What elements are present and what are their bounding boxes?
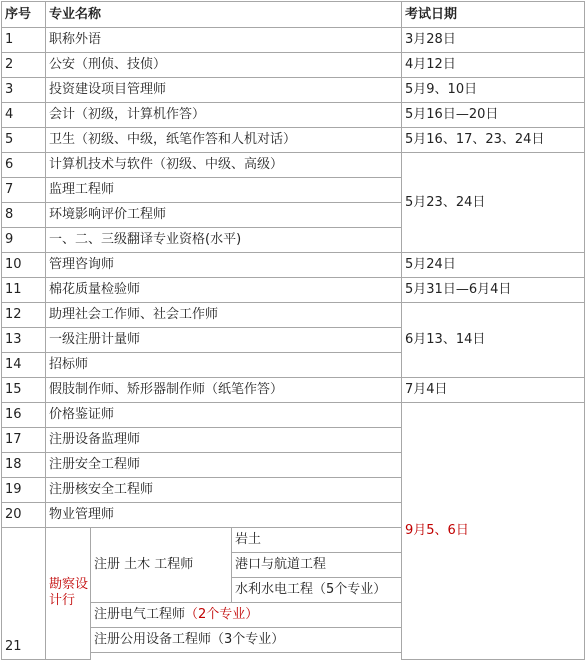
civil-engineer-label: 注册 土木 工程师 (91, 528, 232, 603)
subject-name: 职称外语 (46, 28, 402, 53)
subject-name: 环境影响评价工程师 (46, 203, 402, 228)
table-row (2, 53, 585, 78)
civil-subject: 岩土 (232, 528, 402, 553)
row-number: 16 (2, 403, 46, 428)
electrical-label: 注册电气工程师 (94, 607, 186, 622)
subject-name: 公安（刑侦、技侦） (46, 53, 402, 78)
row-number: 19 (2, 478, 46, 503)
header-no: 序号 (2, 2, 46, 28)
exam-date: 5月31日—6月4日 (402, 278, 585, 303)
row-number: 12 (2, 303, 46, 328)
row-number: 14 (2, 353, 46, 378)
header-date: 考试日期 (402, 2, 585, 28)
table-row (2, 403, 585, 428)
exam-date: 3月28日 (402, 28, 585, 53)
subject-name: 注册核安全工程师 (46, 478, 402, 503)
exam-date-group: 6月13、14日 (402, 303, 585, 378)
table-row (2, 278, 585, 303)
row-number: 7 (2, 178, 46, 203)
row-number: 9 (2, 228, 46, 253)
table-row (2, 128, 585, 153)
exam-date: 5月24日 (402, 253, 585, 278)
table-row (2, 253, 585, 278)
subject-name: 注册设备监理师 (46, 428, 402, 453)
exam-date-group: 9月5、6日 (402, 403, 585, 660)
row-number: 15 (2, 378, 46, 403)
table-row (2, 78, 585, 103)
subject-name: 卫生（初级、中级，纸笔作答和人机对话） (46, 128, 402, 153)
exam-date: 5月9、10日 (402, 78, 585, 103)
subject-name: 物业管理师 (46, 503, 402, 528)
row-number: 8 (2, 203, 46, 228)
subject-name: 招标师 (46, 353, 402, 378)
exam-date: 5月16日—20日 (402, 103, 585, 128)
category-text: 勘察设计行 (49, 577, 89, 609)
row-number: 20 (2, 503, 46, 528)
table-row (2, 28, 585, 53)
table-row (2, 103, 585, 128)
subject-name: 助理社会工作师、社会工作师 (46, 303, 402, 328)
header-row (2, 2, 585, 28)
table-row (2, 378, 585, 403)
electrical-engineer (91, 603, 402, 628)
subject-name: 计算机技术与软件（初级、中级、高级） (46, 153, 402, 178)
row-number: 2 (2, 53, 46, 78)
subject-name: 会计（初级，计算机作答） (46, 103, 402, 128)
subject-name: 一级注册计量师 (46, 328, 402, 353)
subject-name: 价格鉴证师 (46, 403, 402, 428)
electrical-note: （2个专业） (185, 607, 259, 622)
header-name: 专业名称 (46, 2, 402, 28)
row-number: 5 (2, 128, 46, 153)
utilities-engineer: 注册公用设备工程师（3个专业） (91, 628, 402, 653)
row-number: 10 (2, 253, 46, 278)
exam-date-group: 5月23、24日 (402, 153, 585, 253)
row-number: 13 (2, 328, 46, 353)
row-number: 17 (2, 428, 46, 453)
subject-name: 监理工程师 (46, 178, 402, 203)
exam-date: 5月16、17、23、24日 (402, 128, 585, 153)
table-row (2, 303, 585, 328)
row-number: 6 (2, 153, 46, 178)
subject-name: 一、二、三级翻译专业资格(水平) (46, 228, 402, 253)
row-number: 4 (2, 103, 46, 128)
civil-subject: 港口与航道工程 (232, 553, 402, 578)
subject-name: 注册安全工程师 (46, 453, 402, 478)
civil-subject: 水利水电工程（5个专业） (232, 578, 402, 603)
subject-name: 投资建设项目管理师 (46, 78, 402, 103)
subject-name: 管理咨询师 (46, 253, 402, 278)
exam-date: 4月12日 (402, 53, 585, 78)
exam-schedule-table (1, 1, 585, 660)
subject-name: 棉花质量检验师 (46, 278, 402, 303)
row-number: 1 (2, 28, 46, 53)
exam-date: 7月4日 (402, 378, 585, 403)
row-number: 3 (2, 78, 46, 103)
row-number: 21 (2, 528, 46, 660)
row-number: 18 (2, 453, 46, 478)
row-number: 11 (2, 278, 46, 303)
table-row (2, 153, 585, 178)
category-label (46, 528, 91, 660)
subject-name: 假肢制作师、矫形器制作师（纸笔作答） (46, 378, 402, 403)
